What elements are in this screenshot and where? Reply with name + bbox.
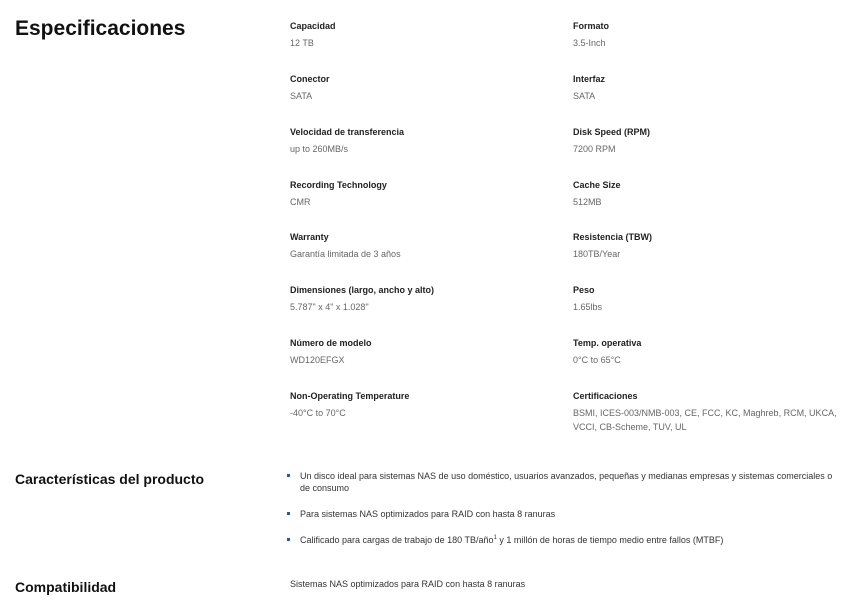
compatibility-title: Compatibilidad <box>15 579 117 595</box>
spec-operating-temp <box>573 337 838 367</box>
spec-disk-speed <box>573 126 838 156</box>
spec-value: 5.787" x 4" x 1.028" <box>290 302 369 312</box>
spec-value: 7200 RPM <box>573 144 616 154</box>
spec-label: Disk Speed (RPM) <box>573 127 651 137</box>
spec-label: Velocidad de transferencia <box>290 127 405 137</box>
spec-value: up to 260MB/s <box>290 144 349 154</box>
spec-endurance <box>573 231 838 261</box>
spec-value: 0°C to 65°C <box>573 355 621 365</box>
spec-transfer-speed <box>290 126 555 156</box>
spec-interface <box>573 73 838 103</box>
spec-label: Recording Technology <box>290 180 387 190</box>
spec-value: 3.5-Inch <box>573 38 606 48</box>
spec-value: 1.65lbs <box>573 302 603 312</box>
spec-value: WD120EFGX <box>290 355 345 365</box>
spec-label: Peso <box>573 285 595 295</box>
spec-label: Non-Operating Temperature <box>290 391 410 401</box>
spec-label: Número de modelo <box>290 338 372 348</box>
spec-value: CMR <box>290 197 311 207</box>
features-list <box>286 470 842 556</box>
feature-text: Para sistemas NAS optimizados para RAID con hasta 8 ranuras <box>300 509 556 519</box>
spec-value: SATA <box>573 91 596 101</box>
features-title: Características del producto <box>15 471 205 487</box>
feature-text <box>300 535 723 545</box>
spec-label: Capacidad <box>290 21 336 31</box>
spec-certifications <box>573 390 838 434</box>
bullet-icon <box>287 538 290 541</box>
feature-text-after: y 1 millón de horas de tiempo medio entre fallos (MTBF) <box>496 535 724 545</box>
bullet-icon <box>287 512 290 515</box>
spec-label: Interfaz <box>573 74 606 84</box>
spec-model-number <box>290 337 555 367</box>
spec-warranty <box>290 231 555 261</box>
spec-label: Formato <box>573 21 609 31</box>
spec-label: Temp. operativa <box>573 338 642 348</box>
spec-value: BSMI, ICES-003/NMB-003, CE, FCC, KC, Maghreb, RCM, UKCA, VCCI, CB-Scheme, TUV, UL <box>573 408 837 432</box>
spec-value: Garantía limitada de 3 años <box>290 249 401 259</box>
spec-label: Certificaciones <box>573 391 638 401</box>
spec-connector <box>290 73 555 103</box>
bullet-icon <box>287 474 290 477</box>
spec-dimensions <box>290 284 555 314</box>
spec-label: Conector <box>290 74 330 84</box>
compatibility-text: Sistemas NAS optimizados para RAID con hasta 8 ranuras <box>290 579 526 589</box>
spec-value: 512MB <box>573 197 602 207</box>
spec-label: Cache Size <box>573 180 621 190</box>
spec-value: 12 TB <box>290 38 314 48</box>
spec-label: Dimensiones (largo, ancho y alto) <box>290 285 435 295</box>
spec-form-factor <box>573 20 838 50</box>
spec-non-operating-temp <box>290 390 555 420</box>
spec-value: SATA <box>290 91 313 101</box>
list-item <box>286 508 842 520</box>
spec-cache-size <box>573 179 838 209</box>
spec-recording-technology <box>290 179 555 209</box>
footnote-marker[interactable]: 1 <box>493 535 497 541</box>
spec-label: Resistencia (TBW) <box>573 232 653 242</box>
spec-capacity <box>290 20 555 50</box>
list-item <box>286 534 842 546</box>
specifications-title: Especificaciones <box>15 17 186 40</box>
spec-label: Warranty <box>290 232 329 242</box>
feature-text: Un disco ideal para sistemas NAS de uso doméstico, usuarios avanzados, pequeñas y medianas empresas y sistemas comerciales o de consumo <box>300 471 833 493</box>
spec-value: 180TB/Year <box>573 249 621 259</box>
spec-value: -40°C to 70°C <box>290 408 346 418</box>
spec-weight <box>573 284 838 314</box>
list-item <box>286 470 842 494</box>
feature-text-before: Calificado para cargas de trabajo de 180 TB/año <box>300 535 494 545</box>
